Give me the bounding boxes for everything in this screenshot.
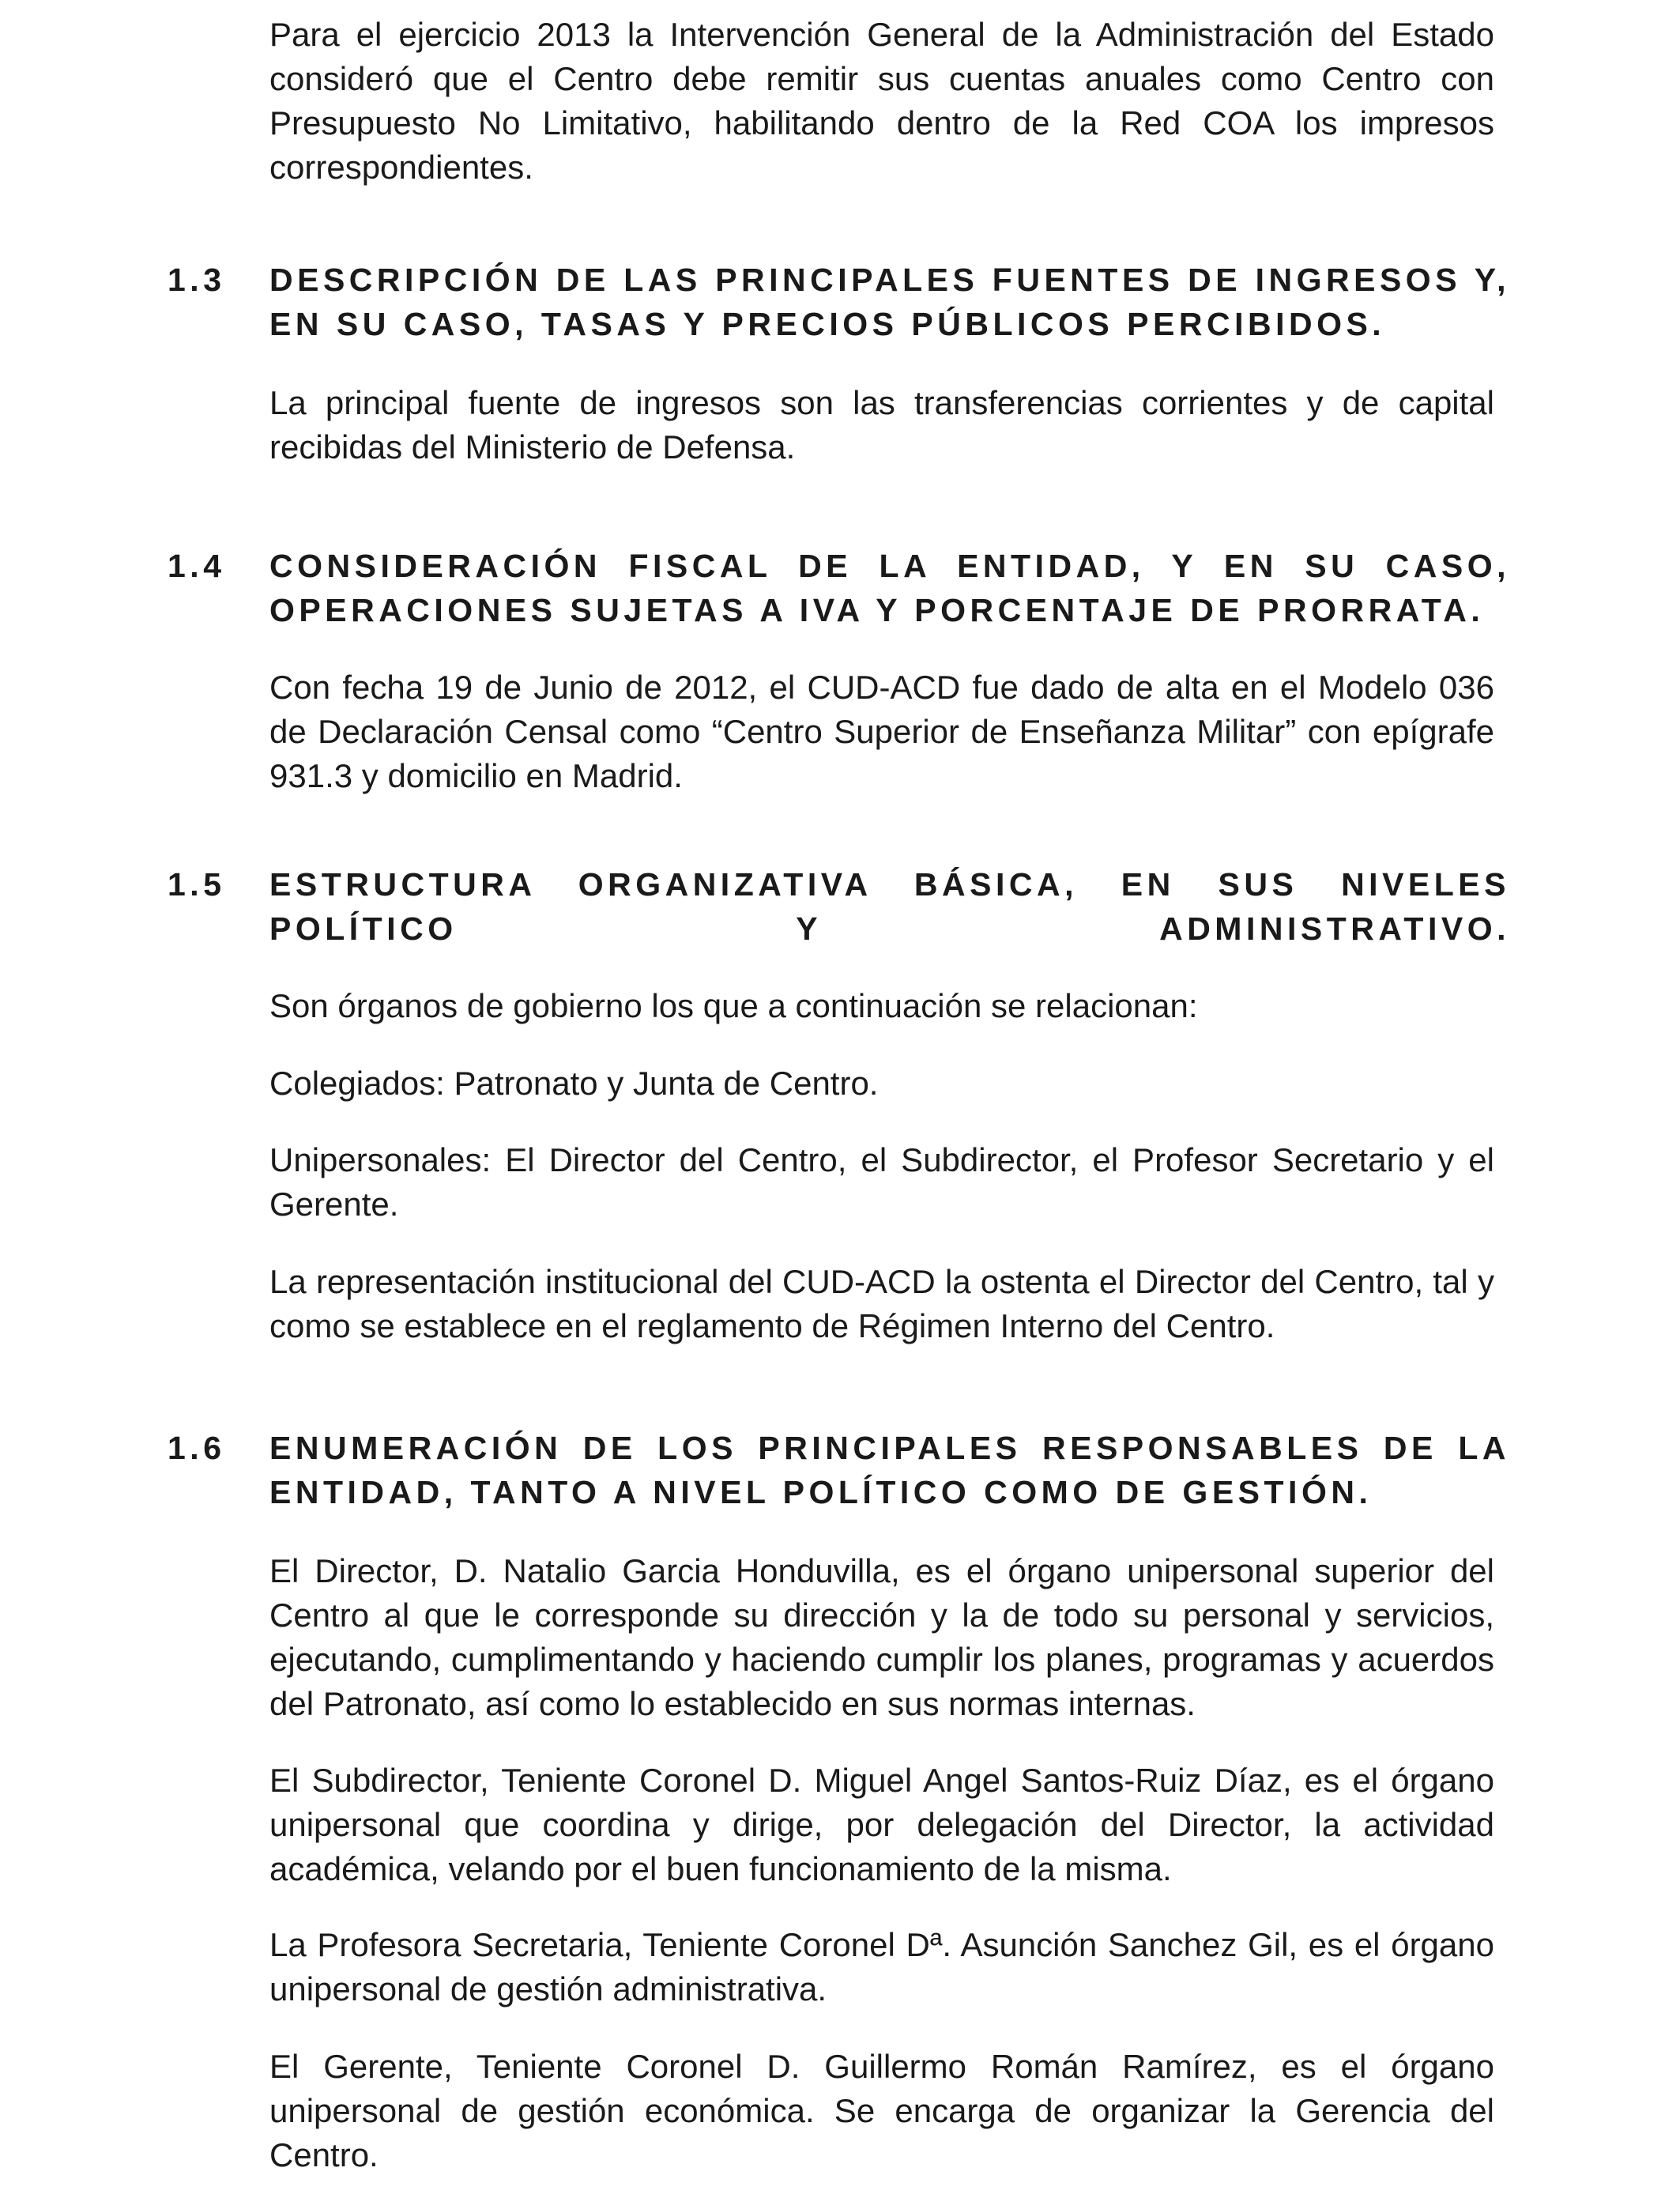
section-title: ENUMERACIÓN DE LOS PRINCIPALES RESPONSABLES DE LA ENTIDAD, TANTO A NIVEL POLÍTICO COMO DE GESTIÓN.	[269, 1430, 1510, 1510]
section-title: ESTRUCTURA ORGANIZATIVA BÁSICA, EN SUS NIVELES POLÍTICO Y ADMINISTRATIVO.	[269, 866, 1510, 947]
section-number: 1.6	[168, 1430, 226, 1466]
section-1-5-paragraph-1: Son órganos de gobierno los que a continuación se relacionan:	[269, 987, 1198, 1024]
section-1-6-paragraph-1: El Director, D. Natalio Garcia Honduvilla, es el órgano unipersonal superior del Centro al que le corresponde su dirección y la de todo su personal y servicios, ejecutando, cumplimentando y haciendo cumplir los planes, programas y acuerdos del Patronato, así como lo establecido en sus normas internas.	[269, 1552, 1494, 1722]
section-1-4-paragraph-1: Con fecha 19 de Junio de 2012, el CUD-ACD fue dado de alta en el Modelo 036 de Declaración Censal como “Centro Superior de Enseñanza Militar” con epígrafe 931.3 y domicilio en Madrid.	[269, 669, 1494, 794]
section-1-6-paragraph-3: La Profesora Secretaria, Teniente Coronel Dª. Asunción Sanchez Gil, es el órgano unipersonal de gestión administrativa.	[269, 1926, 1494, 2007]
section-1-5-paragraph-3: Unipersonales: El Director del Centro, el Subdirector, el Profesor Secretario y el Gerente.	[269, 1141, 1494, 1223]
section-1-5-heading	[168, 862, 1511, 951]
section-title: DESCRIPCIÓN DE LAS PRINCIPALES FUENTES DE INGRESOS Y, EN SU CASO, TASAS Y PRECIOS PÚBLICOS PERCIBIDOS.	[269, 262, 1510, 342]
section-1-6-paragraph-4: El Gerente, Teniente Coronel D. Guillermo Román Ramírez, es el órgano unipersonal de gestión económica. Se encarga de organizar la Gerencia del Centro.	[269, 2048, 1494, 2173]
section-1-3-paragraph-1: La principal fuente de ingresos son las transferencias corrientes y de capital recibidas del Ministerio de Defensa.	[269, 384, 1494, 466]
section-1-6-paragraph-2: El Subdirector, Teniente Coronel D. Miguel Angel Santos-Ruiz Díaz, es el órgano unipersonal que coordina y dirige, por delegación del Director, la actividad académica, velando por el buen funcionamiento de la misma.	[269, 1762, 1494, 1887]
section-number: 1.4	[168, 548, 226, 584]
section-title: CONSIDERACIÓN FISCAL DE LA ENTIDAD, Y EN SU CASO, OPERACIONES SUJETAS A IVA Y PORCENTAJE DE PRORRATA.	[269, 548, 1510, 628]
section-1-5-paragraph-4: La representación institucional del CUD-ACD la ostenta el Director del Centro, tal y como se establece en el reglamento de Régimen Interno del Centro.	[269, 1263, 1494, 1344]
section-1-4-heading	[168, 544, 1511, 632]
section-number: 1.5	[168, 866, 226, 903]
section-1-6-heading	[168, 1426, 1511, 1514]
intro-paragraph: Para el ejercicio 2013 la Intervención General de la Administración del Estado consideró que el Centro debe remitir sus cuentas anuales como Centro con Presupuesto No Limitativo, habilitando dentro de la Red COA los impresos correspondientes.	[269, 16, 1494, 186]
section-number: 1.3	[168, 262, 226, 298]
section-1-3-heading	[168, 258, 1511, 346]
section-1-5-paragraph-2: Colegiados: Patronato y Junta de Centro.	[269, 1065, 879, 1102]
